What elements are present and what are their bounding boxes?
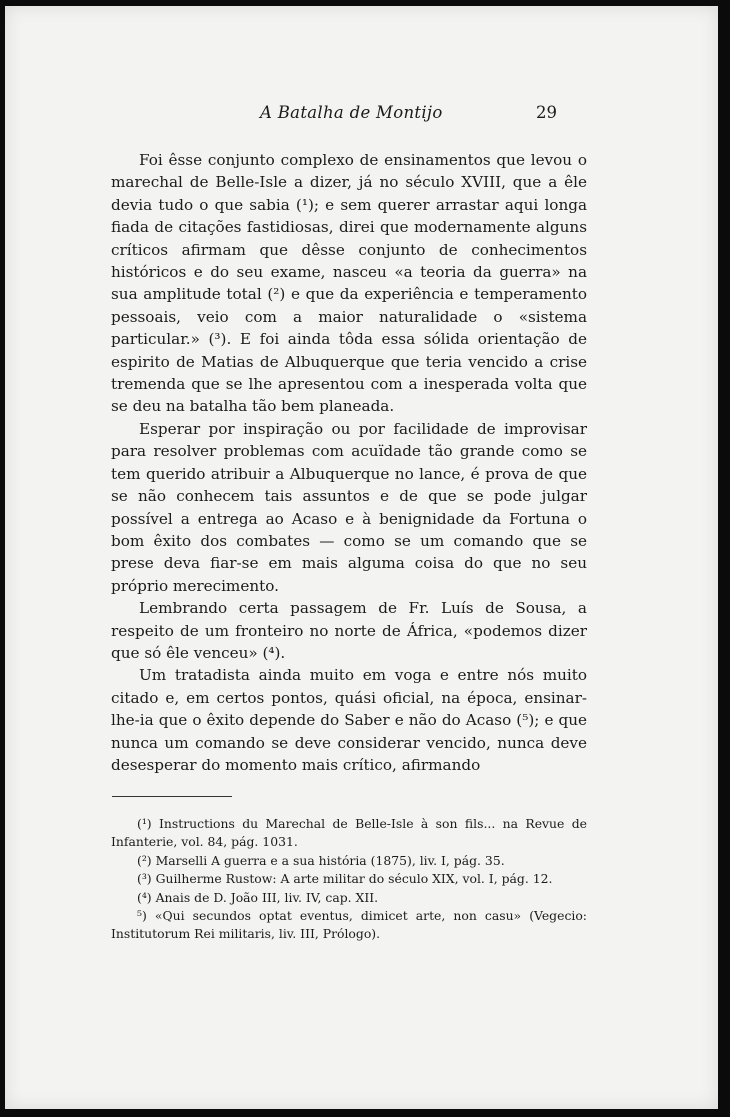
footnote-marker: (⁴) xyxy=(137,889,152,905)
footnotes xyxy=(111,815,587,944)
footnote-text: Anais de D. João III, liv. IV, cap. XII. xyxy=(155,889,379,905)
paragraph-3: Lembrando certa passagem de Fr. Luís de Sousa, a respeito de um fronteiro no norte de África, «podemos dizer que só êle venceu» (⁴). xyxy=(111,599,587,662)
footnote-4 xyxy=(111,889,587,907)
footnote-text: Marselli A guerra e a sua história (1875), liv. I, pág. 35. xyxy=(155,852,505,868)
footnote-text: Instructions du Marechal de Belle-Isle à son fils... na Revue de Infanterie, vol. 84, pág. 1031. xyxy=(111,816,587,850)
footnote-marker: (²) xyxy=(137,852,152,868)
footnote-3 xyxy=(111,870,587,888)
footnote-1 xyxy=(111,815,587,852)
footnote-5 xyxy=(111,907,587,944)
body-text xyxy=(111,149,587,776)
page-number: 29 xyxy=(536,103,557,122)
footnote-marker: (³) xyxy=(137,871,152,887)
paragraph-1: Foi êsse conjunto complexo de ensinamentos que levou o marechal de Belle-Isle a dizer, já no século XVIII, que a êle devia tudo o que sabia (¹); e sem querer arrastar aqui longa fiada de citações fastidiosas, direi que modernamente alguns críticos afirmam que dêsse conjunto de conhecimentos históricos e do seu exame, nasceu «a teoria da guerra» na sua amplitude total (²) e que da experiência e temperamento pessoais, veio com a maior naturalidade o «sistema particular.» (³). E foi ainda tôda essa sólida orientação de espirito de Matias de Albuquerque que teria vencido a crise tremenda que se lhe apresentou com a inesperada volta que se deu na batalha tão bem planeada. xyxy=(111,151,587,416)
running-head xyxy=(5,103,718,125)
footnote-marker: (¹) xyxy=(137,816,152,831)
footnote-text: «Qui secundos optat eventus, dimicet arte, non casu» (Vegecio: Institutorum Rei militaris, liv. III, Prólogo). xyxy=(111,908,587,942)
footnote-separator xyxy=(112,796,232,797)
paragraph-4: Um tratadista ainda muito em voga e entre nós muito citado e, em certos pontos, quási oficial, na época, ensinar-lhe-ia que o êxito depende do Saber e não do Acaso (⁵); e que nunca um comando se deve considerar vencido, nunca deve desesperar do momento mais crítico, afirmando xyxy=(111,666,587,774)
footnote-2 xyxy=(111,852,587,870)
book-page xyxy=(5,6,718,1109)
footnote-marker: ⁵) xyxy=(137,908,147,924)
paragraph-2: Esperar por inspiração ou por facilidade de improvisar para resolver problemas com acuïdade tão grande como se tem querido atribuir a Albuquerque no lance, é prova de que se não conhecem tais assuntos e de que se pode julgar possível a entrega ao Acaso e à benignidade da Fortuna o bom êxito dos combates — como se um comando que se prese deva fiar-se em mais alguma coisa do que no seu próprio merecimento. xyxy=(111,419,587,595)
running-title: A Batalha de Montijo xyxy=(260,103,443,122)
footnote-text: Guilherme Rustow: A arte militar do século XIX, vol. I, pág. 12. xyxy=(155,871,553,887)
